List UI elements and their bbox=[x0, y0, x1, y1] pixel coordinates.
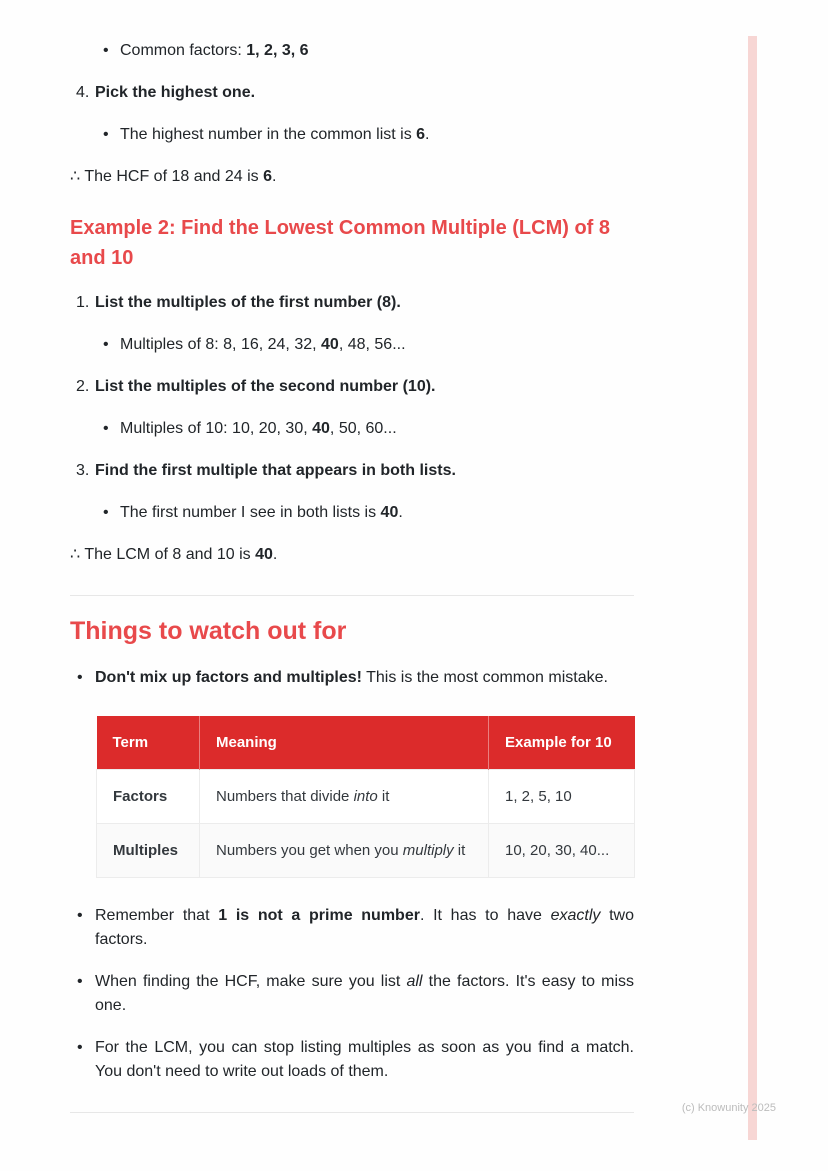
numbered-item-step4 bbox=[70, 81, 634, 105]
bullet-text: Common factors: 1, 2, 3, 6 bbox=[120, 42, 309, 59]
lcm-conclusion bbox=[70, 543, 634, 567]
bullet-text: The first number I see in both lists is 40. bbox=[120, 504, 403, 521]
table-row-factors bbox=[97, 770, 635, 824]
numbered-item-text: Find the first multiple that appears in both lists. bbox=[95, 462, 456, 479]
cell-multiples-example bbox=[489, 824, 635, 878]
list-number: 4. bbox=[76, 84, 90, 101]
cell-text: 1, 2, 5, 10 bbox=[505, 788, 572, 805]
cell-text: Factors bbox=[113, 788, 168, 805]
bullet-text: The highest number in the common list is 6. bbox=[120, 126, 430, 143]
bullet-item-multiples-of-10 bbox=[70, 417, 634, 441]
table-header-row bbox=[97, 716, 635, 770]
table-header-example: Example for 10 bbox=[489, 716, 635, 770]
numbered-item-lcm-step1 bbox=[70, 291, 634, 315]
bullet-item-stop-listing bbox=[70, 1036, 634, 1084]
cell-multiples-meaning bbox=[200, 824, 489, 878]
cell-factors-example bbox=[489, 770, 635, 824]
numbered-item-text: List the multiples of the second number (10). bbox=[95, 378, 436, 395]
example2-heading: Example 2: Find the Lowest Common Multiple (LCM) of 8 and 10 bbox=[70, 217, 611, 269]
numbered-item-lcm-step2 bbox=[70, 375, 634, 399]
decorative-stripe bbox=[748, 36, 757, 1140]
table-header-term: Term bbox=[97, 716, 200, 770]
document-content bbox=[70, 39, 634, 1113]
cell-text: 10, 20, 30, 40... bbox=[505, 842, 610, 859]
table-header-meaning: Meaning bbox=[200, 716, 489, 770]
bullet-text: When finding the HCF, make sure you list all the factors. It's easy to miss one. bbox=[95, 973, 634, 1014]
bottom-divider bbox=[70, 1112, 634, 1113]
table-row-multiples bbox=[97, 824, 635, 878]
conclusion-text: ∴ The HCF of 18 and 24 is 6. bbox=[70, 168, 277, 185]
bullet-item-first-match bbox=[70, 501, 634, 525]
cell-text: Numbers you get when you multiply it bbox=[216, 842, 466, 859]
list-number: 2. bbox=[76, 378, 90, 395]
numbered-item-text: List the multiples of the first number (8). bbox=[95, 294, 401, 311]
cell-text: Multiples bbox=[113, 842, 179, 859]
bullet-item-list-all-factors bbox=[70, 970, 634, 1018]
bullet-item-dont-mix bbox=[70, 666, 634, 690]
bullet-text: Remember that 1 is not a prime number. It has to have exactly two factors. bbox=[95, 907, 634, 948]
watch-out-heading: Things to watch out for bbox=[70, 617, 347, 645]
list-number: 3. bbox=[76, 462, 90, 479]
bullet-item-common-factors bbox=[70, 39, 634, 63]
copyright-footer: (c) Knowunity 2025 bbox=[681, 1102, 776, 1114]
hcf-conclusion bbox=[70, 165, 634, 189]
bullet-text: For the LCM, you can stop listing multiples as soon as you find a match. You don't need to write out loads of them. bbox=[95, 1039, 634, 1080]
bullet-text: Don't mix up factors and multiples! This is the most common mistake. bbox=[95, 669, 608, 686]
bullet-item-prime-number bbox=[70, 904, 634, 952]
list-number: 1. bbox=[76, 294, 90, 311]
conclusion-text: ∴ The LCM of 8 and 10 is 40. bbox=[70, 546, 278, 563]
bullet-item-highest-number bbox=[70, 123, 634, 147]
factors-multiples-table bbox=[96, 716, 635, 878]
cell-text: Numbers that divide into it bbox=[216, 788, 390, 805]
numbered-item-text: Pick the highest one. bbox=[95, 84, 256, 101]
cell-factors-term bbox=[97, 770, 200, 824]
cell-multiples-term bbox=[97, 824, 200, 878]
section-divider bbox=[70, 595, 634, 596]
bullet-text: Multiples of 10: 10, 20, 30, 40, 50, 60... bbox=[120, 420, 397, 437]
bullet-item-multiples-of-8 bbox=[70, 333, 634, 357]
cell-factors-meaning bbox=[200, 770, 489, 824]
bullet-text: Multiples of 8: 8, 16, 24, 32, 40, 48, 56... bbox=[120, 336, 406, 353]
numbered-item-lcm-step3 bbox=[70, 459, 634, 483]
